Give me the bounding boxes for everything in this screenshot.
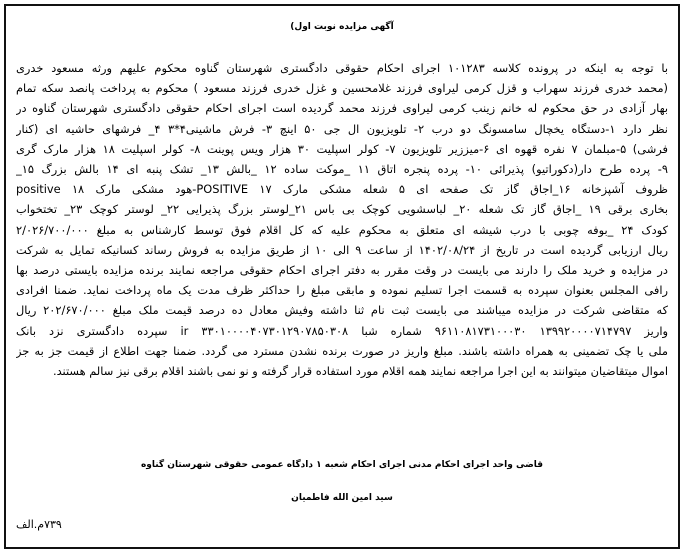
body-line: ملی یا چک تضمینی به همراه داشته باشند. مبلغ واریز در صورت برنده نشدن مسترد می گردد. ضمنا جهت اطلاع از قیمت جز به جز bbox=[16, 343, 668, 358]
body-line: در مزایده و خرید ملک را دارند می بایست در وقت مقرر به دفتر اجرای احکام حقوقی مراجعه نمایند برنده مزایده بایستی درصد بها bbox=[16, 263, 668, 278]
notice-title: آگهی مزایده نوبت اول) bbox=[290, 22, 394, 32]
body-line: واریز ۱۳۹۹۲۰۰۰۰۷۱۴۷۹۷ ۹۶۱۱۰۸۱۷۳۱۰۰۰۳۰ شماره شبا ۳۳۰۱۰۰۰۰۴۰۷۳۰۱۲۹۰۷۸۵۰۳۰۸ ir سپرده دادگستری نزد بانک bbox=[16, 323, 668, 338]
body-line: ظروف آشپزخانه ۱۶_اجاق گاز تک صفحه ای ۵ شعله مشکی مارک POSITIVE ۱۷-هود مشکی مارک positive ۱۸ bbox=[16, 182, 668, 197]
body-line: با توجه به اینکه در پرونده کلاسه ۱۰۱۲۸۳ اجرای احکام حقوقی دادگستری شهرستان گناوه محکوم علیهم ورثه مسعود خدری bbox=[16, 61, 668, 75]
reference-code: ۷۳۹م.الف bbox=[16, 518, 62, 531]
body-line: رافی المجلس بعنوان سپرده به قسمت اجرا تسلیم نموده و مابقی مبلغ را حداکثر ظرف مدت یک ماه پرداخت نماید. ضمنا افرادی bbox=[16, 283, 668, 298]
body-line: بهار آزادی در حق محکوم له خانم زینب کرمی لیراوی فرزند محمد گردیده است اجرای احکام حقوقی دادگستری شهرستان گناوه در bbox=[16, 101, 668, 116]
body-line: ۹- پرده طرح دار(دکوراتیو) پذیرائی ۱۰- پرده پنجره اتاق ۱۱ _موکت ساده ۱۲ _بالش ۱۳_ تشک پنبه ای ۱۴ بالش بزرگ ۱۵_ bbox=[16, 162, 668, 177]
body-line: (محمد خدری فرزند سهراب و قزل کرمی لیراوی فرزند غلامحسین و غزل خدری فرزند مسعود ) محکوم به پرداخت پانصد سکه تمام bbox=[16, 81, 668, 96]
body-line: نظر دارد ۱-دستگاه یخچال سامسونگ دو درب ۲- تلویزیون ال جی ۵۰ اینچ ۳- فرش ماشینی۴*۳ ۴_ فرشهای حاشیه ای (کنار bbox=[16, 121, 668, 136]
body-line: اموال میتقاضیان میتوانند به این اجرا مراجعه نمایند همه اقلام مورد استفاده قرار گرفته و نو نمی باشند اقلام برقی نیز سالم هستند. bbox=[52, 364, 668, 379]
body-line: فرشی) ۵-مبلمان ۷ نفره قهوه ای ۶-میززیر تلویزیون ۷- کولر اسپلیت ۳۰ هزار ویس پوینت ۸- کولر اسپلیت ۱۸ هزار مارک گری bbox=[16, 141, 668, 156]
body-line: ریال ارزیابی گردیده است در تاریخ از ۱۴۰۲/۰۸/۲۴ از ساعت ۹ الی ۱۰ از طریق مزایده به فروش رساند کسانیکه تمایل به شرکت bbox=[16, 242, 668, 257]
signer-name: سید امین الله فاطمیان bbox=[291, 493, 393, 503]
body-line: که متقاضی شرکت در مزایده میباشند می بایست ثبت نام ثنا داشته وفیش معادل ده درصد قیمت ملک مبلغ ۲۰۲/۶۷۰/۰۰۰ ریال bbox=[16, 303, 668, 318]
notice-body bbox=[16, 58, 668, 381]
body-line: کودک ۲۴ _بوفه چوبی با درب شیشه ای متعلق به محکوم علیه که کل اقلام فوق توسط کارشناس به مبلغ ۲/۰۲۶/۷۰۰/۰۰۰ bbox=[16, 222, 668, 237]
body-line: بخاری برقی ۱۹ _اجاق گاز تک شعله ۲۰_ لباسشویی کوچک بی باس ۲۱_لوستر بزرگ پذیرایی ۲۲_ لوستر کوچک ۲۳_ تختخواب bbox=[16, 202, 668, 217]
signature-line: قاضی واحد اجرای احکام مدنی اجرای احکام شعبه ۱ دادگاه عمومی حقوقی شهرستان گناوه bbox=[140, 460, 544, 470]
